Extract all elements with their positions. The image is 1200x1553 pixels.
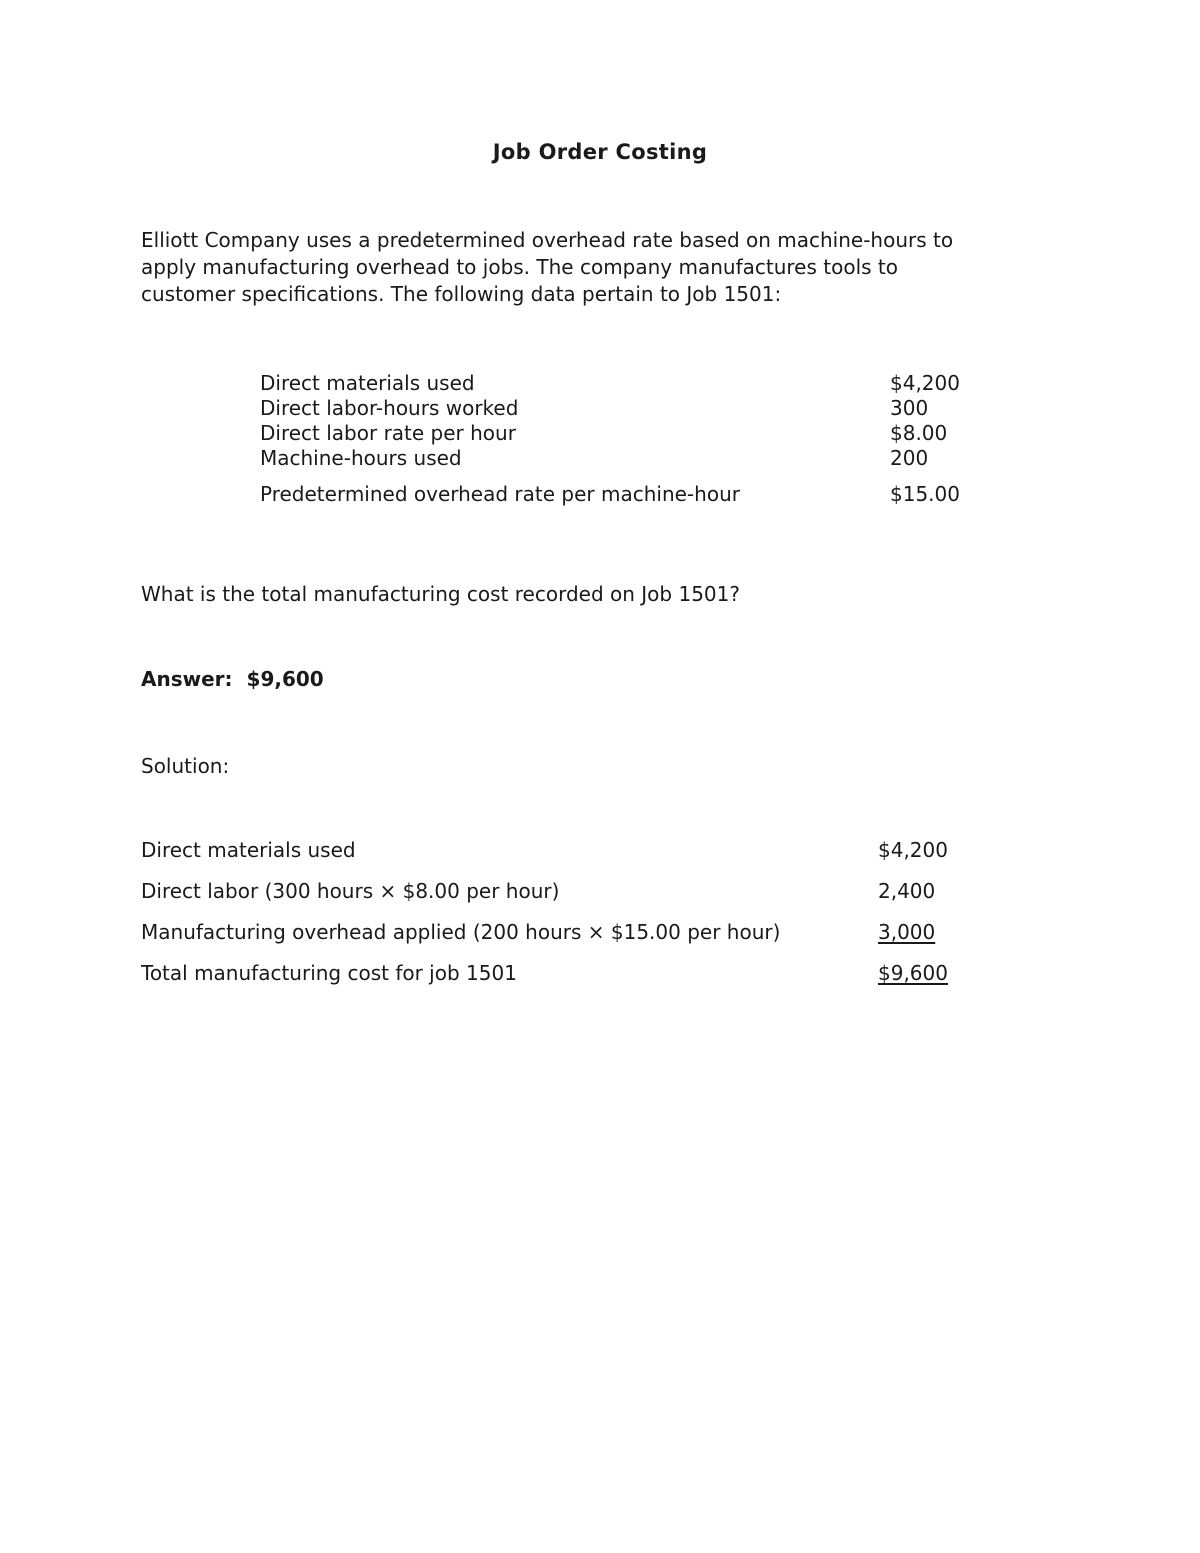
data-item-label: Direct labor-hours worked xyxy=(260,396,519,420)
document-title: Job Order Costing xyxy=(492,140,708,164)
answer-line xyxy=(141,667,324,691)
solution-item-label: Direct materials used xyxy=(141,838,356,862)
solution-label: Solution: xyxy=(141,754,230,778)
intro-line: customer specifications. The following data pertain to Job 1501: xyxy=(141,282,782,306)
solution-item-value: 3,000 xyxy=(878,920,936,944)
intro-paragraph xyxy=(141,227,1041,308)
solution-item-value: 2,400 xyxy=(878,879,936,903)
data-item-value: $15.00 xyxy=(890,482,960,506)
answer-label: Answer: xyxy=(141,667,233,691)
solution-item-label: Total manufacturing cost for job 1501 xyxy=(141,961,517,985)
data-item-value: $4,200 xyxy=(890,371,960,395)
data-item-value: $8.00 xyxy=(890,421,948,445)
solution-item-label: Manufacturing overhead applied (200 hours × $15.00 per hour) xyxy=(141,920,781,944)
data-item-label: Machine-hours used xyxy=(260,446,462,470)
question-text: What is the total manufacturing cost recorded on Job 1501? xyxy=(141,582,740,606)
data-item-label: Predetermined overhead rate per machine-hour xyxy=(260,482,740,506)
solution-item-value: $4,200 xyxy=(878,838,948,862)
data-item-label: Direct labor rate per hour xyxy=(260,421,516,445)
intro-line: Elliott Company uses a predetermined overhead rate based on machine-hours to xyxy=(141,228,954,252)
solution-total-value: $9,600 xyxy=(878,961,948,985)
answer-value: $9,600 xyxy=(246,667,324,691)
data-item-value: 200 xyxy=(890,446,929,470)
data-item-label: Direct materials used xyxy=(260,371,475,395)
solution-item-label: Direct labor (300 hours × $8.00 per hour) xyxy=(141,879,560,903)
intro-line: apply manufacturing overhead to jobs. The company manufactures tools to xyxy=(141,255,898,279)
data-item-value: 300 xyxy=(890,396,929,420)
